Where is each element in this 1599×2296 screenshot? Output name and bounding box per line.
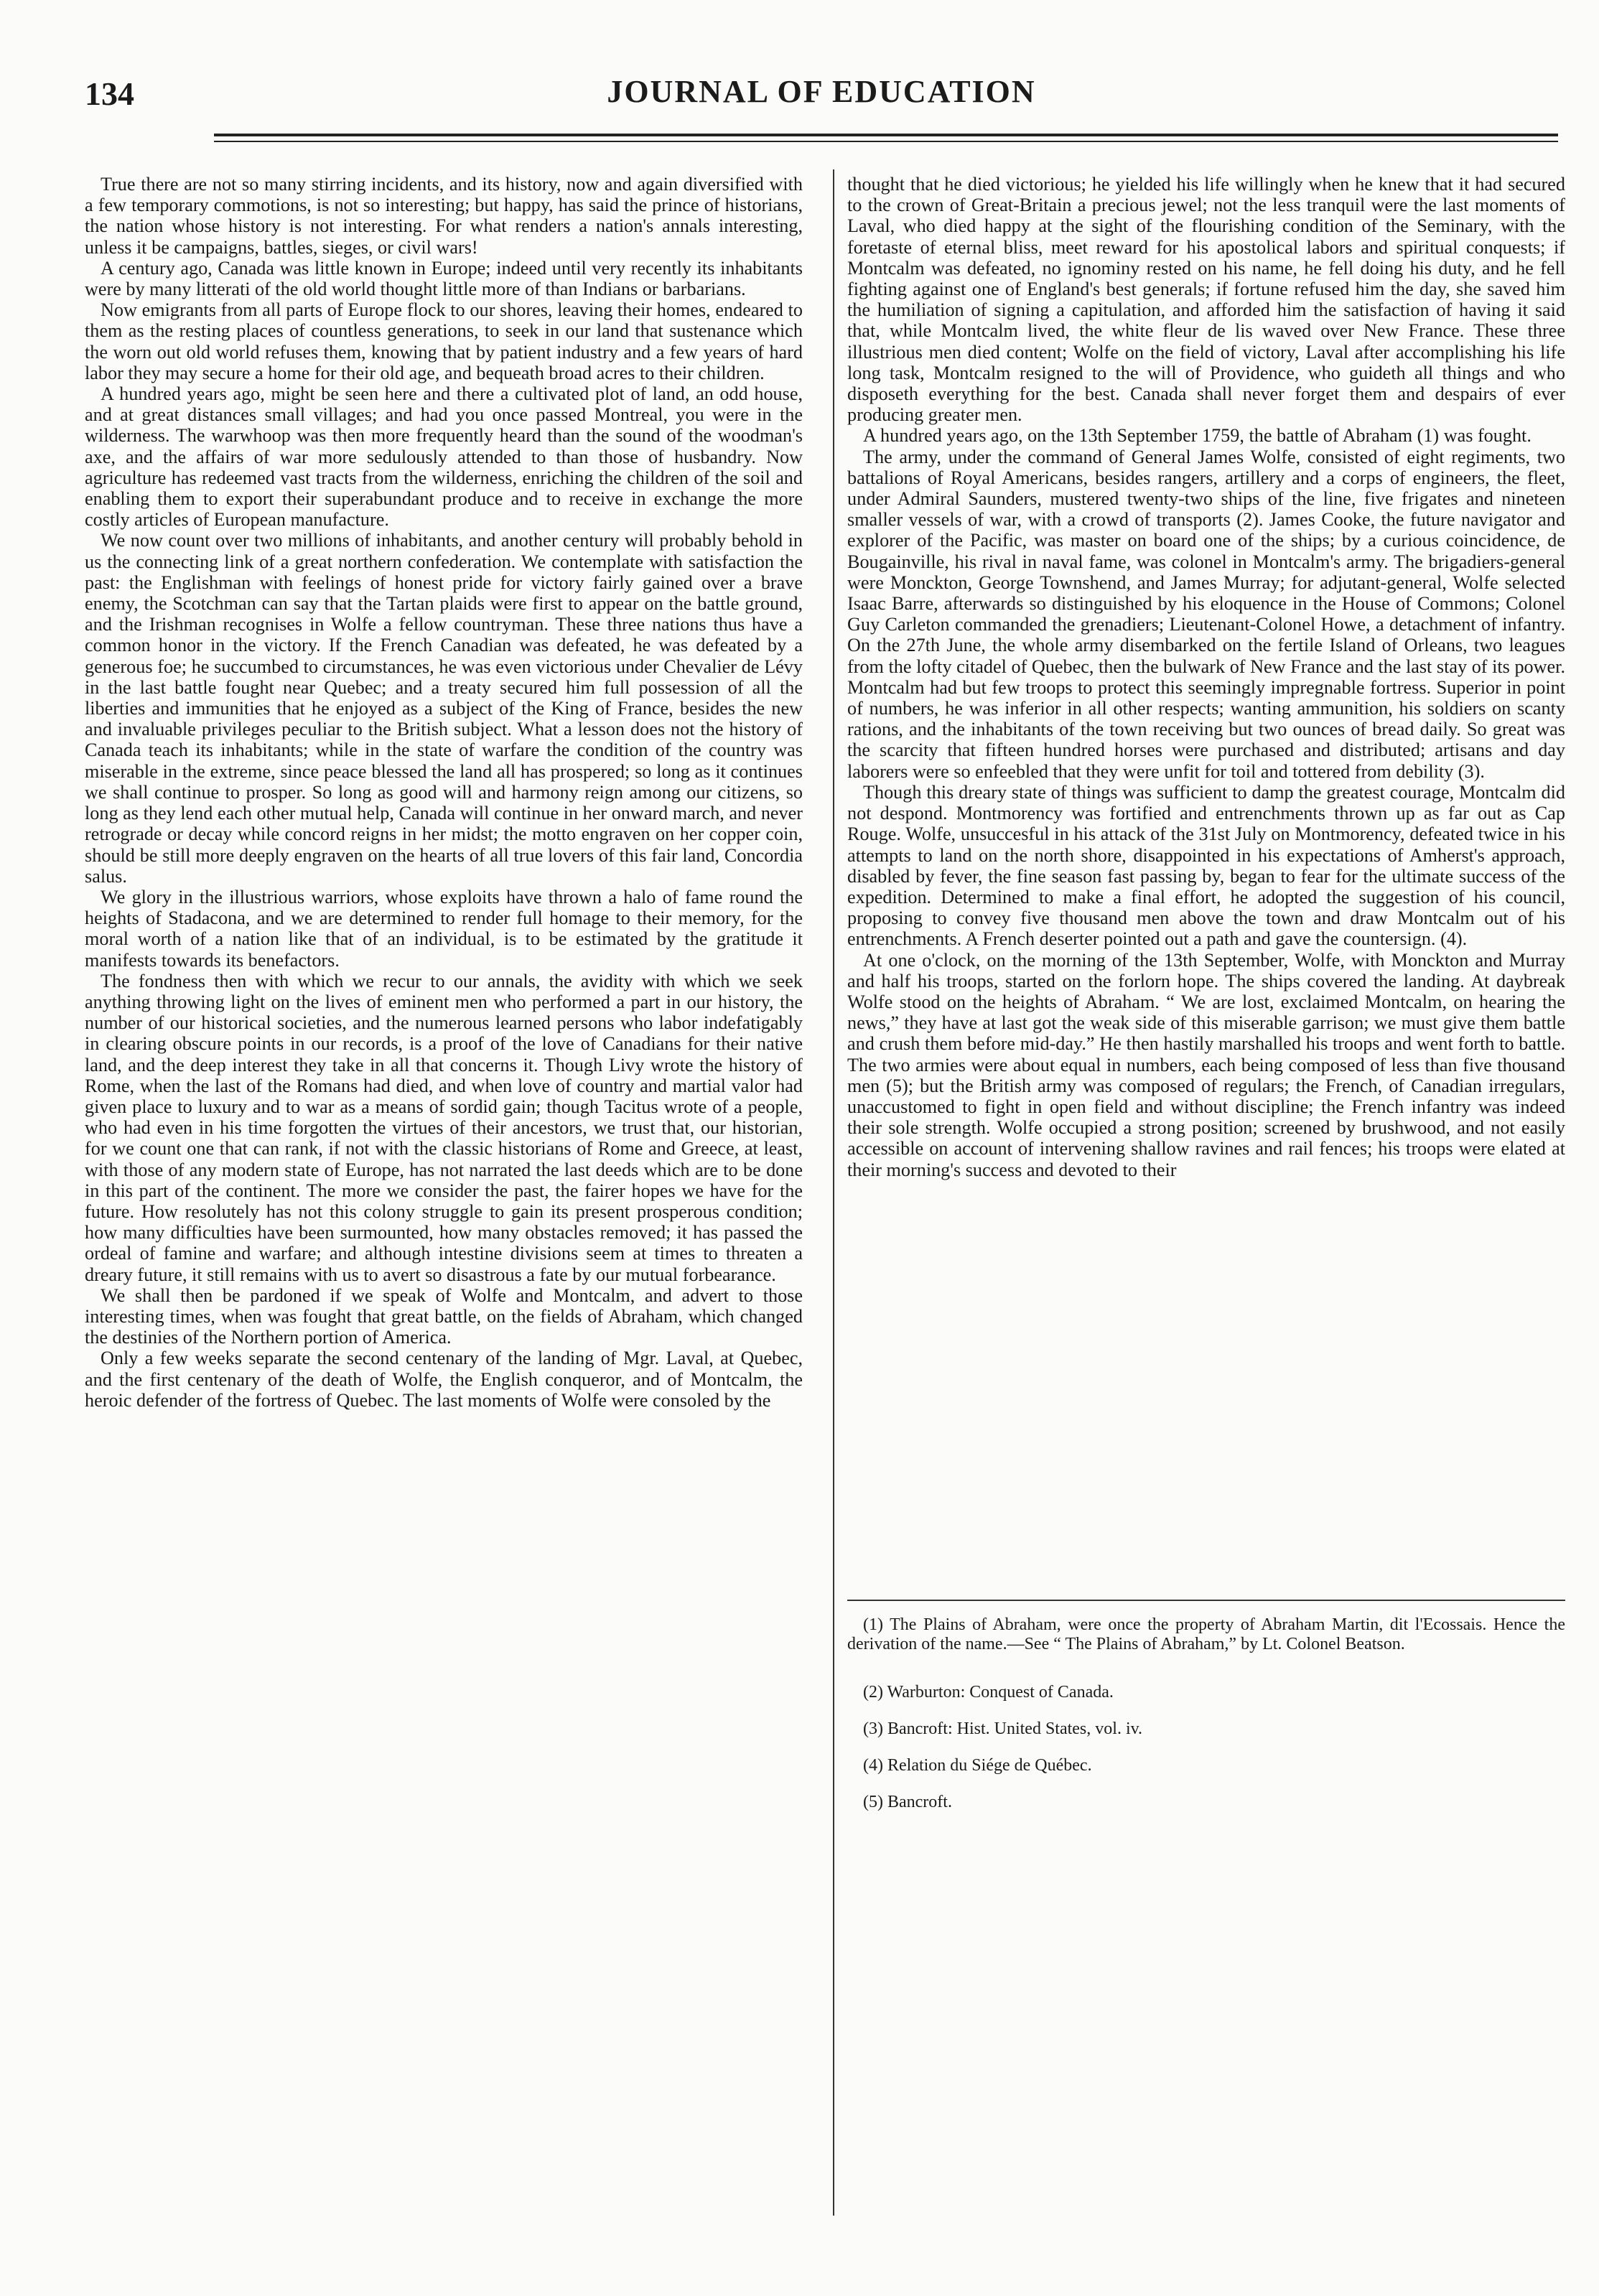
paragraph: Only a few weeks separate the second centenary of the landing of Mgr. Laval, at Quebec, and the first centenary of the death of Wolfe, the English conqueror, and of Montcalm, the heroic defender of the fortress of Quebec. The last moments of Wolfe were consoled by the [85, 1348, 803, 1411]
paragraph: True there are not so many stirring incidents, and its history, now and again diversified with a few temporary commotions, is not so interesting; but happy, has said the prince of historians, the nation whose history is not interesting. For what renders a nation's annals interesting, unless it be campaigns, battles, sieges, or civil wars! [85, 174, 803, 258]
paragraph: At one o'clock, on the morning of the 13th September, Wolfe, with Monckton and Murray and half his troops, started on the forlorn hope. The ships covered the landing. At daybreak Wolfe stood on the heights of Abraham. “ We are lost, exclaimed Montcalm, on hearing the news,” they have at last got the weak side of this miserable garrison; we must give them battle and crush them before mid-day.” He then hastily marshalled his troops and went forth to battle. The two armies were about equal in numbers, each being composed of less than five thousand men (5); but the British army was composed of regulars; the French, of Canadian irregulars, unaccustomed to fight in open field and without discipline; the French infantry was indeed their sole strength. Wolfe occupied a strong position; screened by brushwood, and not easily accessible on account of intervening shallow ravines and rail fences; his troops were elated at their morning's success and devoted to their [847, 949, 1565, 1180]
footnote: (3) Bancroft: Hist. United States, vol. iv. [863, 1719, 1143, 1738]
paragraph: Though this dreary state of things was sufficient to damp the greatest courage, Montcalm did not despond. Montmorency was fortified and entrenchments thrown up as far out as Cap Rouge. Wolfe, unsuccesful in his attack of the 31st July on Montmorency, defeated twice in his attempts to land on the north shore, disappointed in his expectations of Amherst's approach, disabled by fever, the fine season fast passing by, began to fear for the ultimate success of the expedition. Determined to make a final effort, he adopted the suggestion of his council, proposing to convey five thousand men above the town and draw Montcalm out of his entrenchments. A French deserter pointed out a path and gave the countersign. (4). [847, 781, 1565, 950]
footnote: (4) Relation du Siége de Québec. [863, 1756, 1092, 1775]
page-number: 134 [85, 75, 134, 112]
footnotes [847, 1615, 1565, 1829]
page-header [85, 67, 1558, 139]
paragraph: We now count over two millions of inhabitants, and another century will probably behold in us the connecting link of a great northern confederation. We contemplate with satisfaction the past: the Englishman with feelings of honest pride for victory fairly gained over a brave enemy, the Scotchman can say that the Tartan plaids were first to appear on the battle ground, and the Irishman recognises in Wolfe a fellow countryman. These three nations thus have a common honor in the victory. If the French Canadian was defeated, he was defeated by a generous foe; he succumbed to circumstances, he was even victorious under Chevalier de Lévy in the last battle fought near Quebec; and a treaty secured him full possession of all the liberties and immunities that he enjoyed as a subject of the King of France, besides the new and invaluable privileges peculiar to the British subject. What a lesson does not the history of Canada teach its inhabitants; while in the state of warfare the condition of the country was miserable in the extreme, since peace blessed the land all has prospered; so long as it continues we shall continue to prosper. So long as good will and harmony reign among our citizens, so long as they lend each other mutual help, Canada will continue in her onward march, and never retrograde or decay while concord reigns in her midst; the motto engraven on her copper coin, should be still more deeply engraven on the hearts of all true lovers of this fair land, Concordia salus. [85, 530, 803, 887]
header-rule [214, 134, 1558, 136]
column-divider [833, 169, 834, 2216]
left-column [85, 174, 803, 2213]
paragraph: A century ago, Canada was little known in Europe; indeed until very recently its inhabitants were by many litterati of the old world thought little more of than Indians or barbarians. [85, 257, 803, 300]
paragraph: A hundred years ago, might be seen here and there a cultivated plot of land, an odd house, and at great distances small villages; and had you once passed Montreal, you were in the wilderness. The warwhoop was then more frequently heard than the sound of the woodman's axe, and the affairs of war more sedulously attended to than those of husbandry. Now agriculture has redeemed vast tracts from the wilderness, enriching the children of the soil and enabling them to export their superabundant produce and to receive in exchange the more costly articles of European manufacture. [85, 383, 803, 531]
paragraph: We glory in the illustrious warriors, whose exploits have thrown a halo of fame round the heights of Stadacona, and we are determined to render full homage to their memory, for the moral worth of a nation like that of an individual, is to be estimated by the gratitude it manifests towards its benefactors. [85, 886, 803, 971]
footnote: (1) The Plains of Abraham, were once the property of Abraham Martin, dit l'Ecossais. Hence the derivation of the name.—See “ The Plains of Abraham,” by Lt. Colonel Beatson. [847, 1615, 1565, 1653]
paragraph: The fondness then with which we recur to our annals, the avidity with which we seek anything throwing light on the lives of eminent men who performed a part in our history, the number of our historical societies, and the numerous learned persons who labor indefatigably in clearing obscure points in our records, is a proof of the love of Canadians for their native land, and the deep interest they take in all that concerns it. Though Livy wrote the history of Rome, when the last of the Romans had died, and when love of country and martial valor had given place to luxury and to war as a means of sordid gain; though Tacitus wrote of a people, who had even in his time forgotten the virtues of their ancestors, we trust that, our historian, for we count one that can rank, if not with the classic historians of Rome and Greece, at least, with those of any modern state of Europe, has not narrated the last deeds which are to be done in this part of the continent. The more we consider the past, the fairer hopes we have for the future. How resolutely has not this colony struggle to gain its present prosperous condition; how many difficulties have been surmounted, how many obstacles removed; it has passed the ordeal of famine and warfare; and although intestine divisions seem at times to threaten a dreary future, it still remains with us to avert so disastrous a fate by our mutual forbearance. [85, 970, 803, 1285]
paragraph: Now emigrants from all parts of Europe flock to our shores, leaving their homes, endeared to them as the resting places of countless generations, to seek in our land that sustenance which the worn out old world refuses them, knowing that by patient industry and a few years of hard labor they may secure a home for their old age, and bequeath broad acres to their children. [85, 299, 803, 383]
paragraph: A hundred years ago, on the 13th September 1759, the battle of Abraham (1) was fought. [863, 425, 1532, 447]
paragraph: We shall then be pardoned if we speak of Wolfe and Montcalm, and advert to those interesting times, when was fought that great battle, on the fields of Abraham, which changed the destinies of the Northern portion of America. [85, 1284, 803, 1348]
footnote: (2) Warburton: Conquest of Canada. [863, 1683, 1114, 1702]
header-rule-thin [214, 141, 1558, 142]
right-column [847, 174, 1565, 1581]
running-title: JOURNAL OF EDUCATION [607, 74, 1036, 109]
paragraph: thought that he died victorious; he yielded his life willingly when he knew that it had secured to the crown of Great-Britain a precious jewel; not the less tranquil were the last moments of Laval, who died happy at the sight of the flourishing condition of the Seminary, with the foretaste of eternal bliss, meet reward for his apostolical labors and spiritual conquests; if Montcalm was defeated, no ignominy rested on his name, he fell doing his duty, and he fell fighting against one of England's best generals; if fortune refused him the day, she saved him the humiliation of signing a capitulation, and afforded him the satisfaction of having it said that, while Montcalm lived, the white fleur de lis waved over New France. These three illustrious men died content; Wolfe on the field of victory, Laval after accomplishing his life long task, Montcalm resigned to the will of Providence, who guideth all things and who disposeth everything for the best. Canada shall never forget them and despairs of ever producing greater men. [847, 174, 1565, 426]
footnote: (5) Bancroft. [863, 1793, 952, 1811]
footnote-rule [847, 1600, 1565, 1601]
paragraph: The army, under the command of General James Wolfe, consisted of eight regiments, two battalions of Royal Americans, besides rangers, artillery and a corps of engineers, the fleet, under Admiral Saunders, mustered twenty-two ships of the line, five frigates and nineteen smaller vessels of war, with a crowd of transports (2). James Cooke, the future navigator and explorer of the Pacific, was master on board one of the ships; by a curious coincidence, de Bougainville, his rival in naval fame, was colonel in Montcalm's army. The brigadiers-general were Monckton, George Townshend, and James Murray; for adjutant-general, Wolfe selected Isaac Barre, afterwards so distinguished by his eloquence in the House of Commons; Colonel Guy Carleton commanded the grenadiers; Lieutenant-Colonel Howe, a detachment of infantry. On the 27th June, the whole army disembarked on the fertile Island of Orleans, two leagues from the lofty citadel of Quebec, then the bulwark of New France and the last stay of its power. Montcalm had but few troops to protect this seemingly impregnable fortress. Superior in point of numbers, he was inferior in all other respects; wanting ammunition, his soldiers on scanty rations, and the inhabitants of the town receiving but two ounces of bread daily. So great was the scarcity that fifteen hundred horses were purchased and distributed; artisans and day laborers were so enfeebled that they were unfit for toil and tottered from debility (3). [847, 446, 1565, 782]
